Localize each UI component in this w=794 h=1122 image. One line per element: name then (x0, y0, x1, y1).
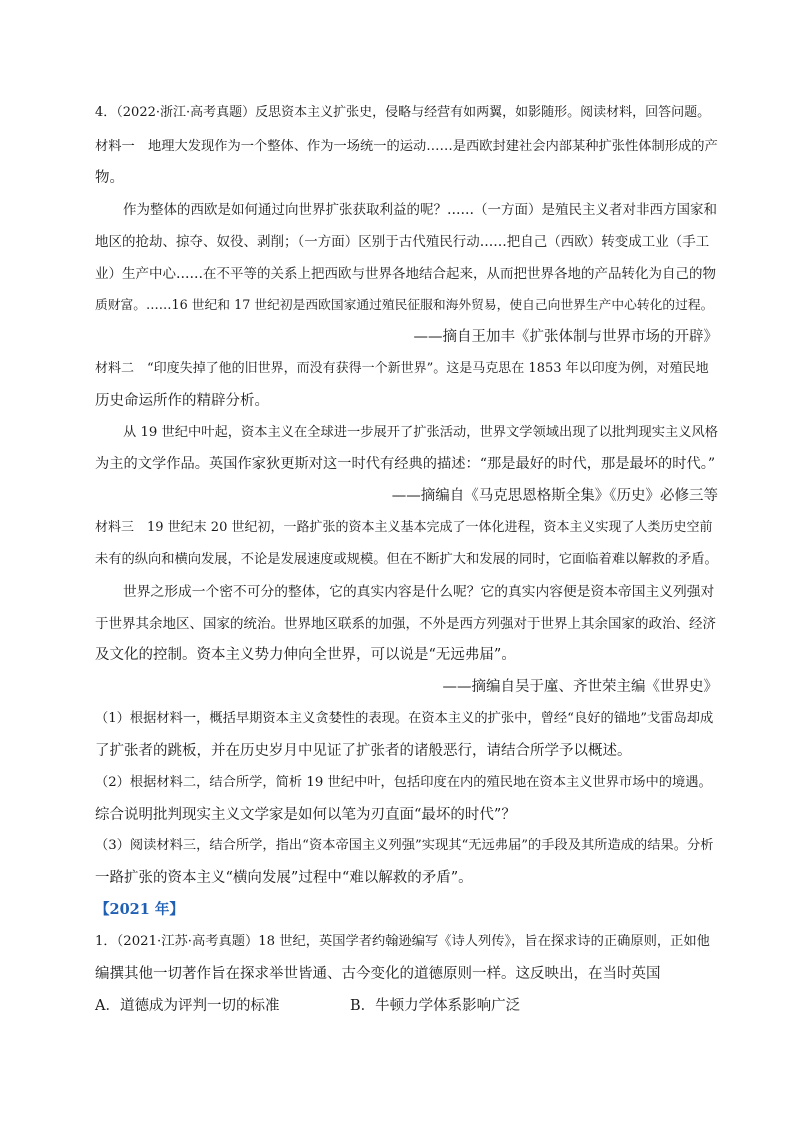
material-1-text-cont: 物。 (95, 170, 124, 186)
option-b: B．牛顿力学体系影响广泛 (350, 998, 521, 1014)
material-3-text-cont: 未有的纵向和横向发展，不论是发展速度或规模。但在不断扩大和发展的同时，它面临着难以解救的矛盾。 (95, 552, 718, 567)
material-2-source: ——摘编自《马克思恩格斯全集》《历史》必修三等 (391, 488, 718, 504)
year-heading: 【2021 年】 (95, 901, 184, 918)
sub-question-1-cont: 了扩张者的跳板，并在历史岁月中见证了扩张者的诸般恶行，请结合所学予以概述。 (95, 743, 632, 759)
material-2-text-cont: 历史命运所作的精辟分析。 (95, 393, 269, 409)
sub-question-2: （2）根据材料二，结合所学，简析 19 世纪中叶，包括印度在内的殖民地在资本主义世界市场中的境遇。 (95, 775, 712, 790)
material-1-paragraph: 业）生产中心……在不平等的关系上把西欧与世界各地结合起来，从而把世界各地的产品转化为自己的物 (95, 266, 716, 282)
material-1-text: 材料一 地理大发现作为一个整体、作为一场统一的运动……是西欧封建社会内部某种扩张性体制形成的产 (95, 139, 718, 154)
question-1-stem: 1．（2021·江苏·高考真题）18 世纪，英国学者约翰逊编写《诗人列传》，旨在探求诗的正确原则，正如他 (95, 934, 710, 949)
material-2-paragraph: 为主的文学作品。英国作家狄更斯对这一时代有经典的描述：“那是最好的时代，那是最坏的时代。” (95, 456, 716, 472)
material-1-paragraph: 作为整体的西欧是如何通过向世界扩张获取利益的呢？……（一方面）是殖民主义者对非西方国家和 (123, 202, 717, 218)
material-1-paragraph: 质财富。……16 世纪和 17 世纪初是西欧国家通过殖民征服和海外贸易，使自己向世界生产中心转化的过程。 (95, 298, 714, 313)
material-3-source: ——摘编自吴于廑、齐世荣主编《世界史》 (442, 679, 718, 695)
option-a: A．道德成为评判一切的标准 (95, 998, 280, 1014)
material-3-paragraph: 于世界其余地区、国家的统治。世界地区联系的加强，不外是西方列强对于世界上其余国家的政治、经济 (95, 616, 716, 632)
question-1-stem-cont: 编撰其他一切著作旨在探求举世皆通、古今变化的道德原则一样。这反映出，在当时英国 (95, 966, 661, 982)
material-2-paragraph: 从 19 世纪中叶起，资本主义在全球进一步展开了扩张活动，世界文学领域出现了以批判现实主义风格 (123, 425, 719, 440)
material-2-text: 材料二 “印度失掉了他的旧世界，而没有获得一个新世界”。这是马克思在 1853 年以印度为例，对殖民地 (95, 361, 709, 376)
material-3-paragraph: 及文化的控制。资本主义势力伸向全世界，可以说是“无远弗届”。 (95, 647, 516, 663)
question-4-stem: 4．（2022·浙江·高考真题）反思资本主义扩张史，侵略与经营有如两翼，如影随形。阅读材料，回答问题。 (95, 105, 711, 120)
material-3-paragraph: 世界之形成一个密不可分的整体，它的真实内容是什么呢？它的真实内容便是资本帝国主义列强对 (123, 584, 715, 600)
material-3-text: 材料三 19 世纪末 20 世纪初，一路扩张的资本主义基本完成了一体化进程，资本主义实现了人类历史空前 (95, 520, 713, 535)
sub-question-1: （1）根据材料一，概括早期资本主义贪婪性的表现。在资本主义的扩张中，曾经“良好的锚地”戈雷岛却成 (95, 711, 714, 726)
material-1-source: ——摘自王加丰《扩张体制与世界市场的开辟》 (413, 329, 718, 345)
sub-question-2-cont: 综合说明批判现实主义文学家是如何以笔为刃直面“最坏的时代”？ (95, 807, 516, 823)
sub-question-3: （3）阅读材料三，结合所学，指出“资本帝国主义列强”实现其“无远弗届”的手段及其所造成的结果。分析 (95, 838, 714, 853)
sub-question-3-cont: 一路扩张的资本主义“横向发展”过程中“难以解救的矛盾”。 (95, 870, 473, 886)
material-1-paragraph: 地区的抢劫、掠夺、奴役、剥削；（一方面）区别于古代殖民行动……把自己（西欧）转变成工业（手工 (95, 234, 710, 250)
